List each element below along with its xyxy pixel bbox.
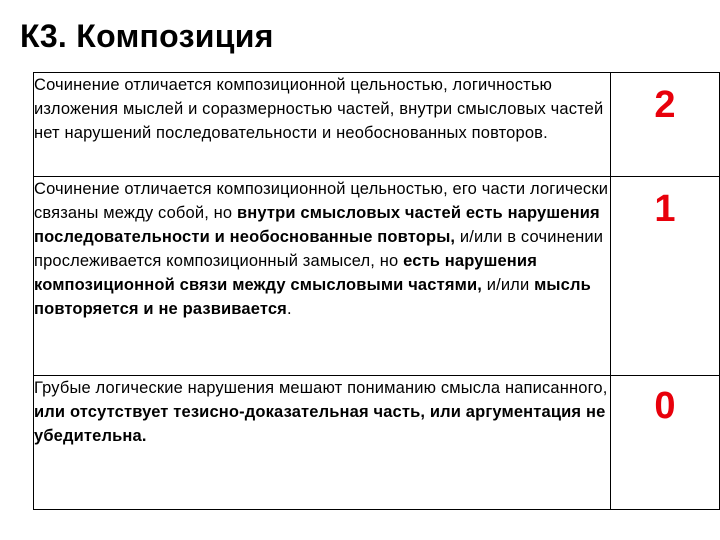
criterion-text: . <box>286 300 292 318</box>
emphasized-text: есть нарушения композиционной связи между смысловыми частями, <box>34 252 537 294</box>
table-row <box>34 177 720 376</box>
criterion-description <box>34 73 611 177</box>
criterion-text: Грубые логические нарушения мешают пониманию смысла написанного, <box>34 379 608 397</box>
page-title: К3. Композиция <box>20 18 274 54</box>
criterion-text: Сочинение отличается композиционной цельностью, логичностью изложения мыслей и соразмерностью частей, внутри смысловых частей нет нарушений последовательности и необоснованных повторов. <box>34 76 604 142</box>
emphasized-text: мысль повторяется и не развивается <box>34 276 591 318</box>
criterion-description <box>34 177 611 376</box>
score-value: 2 <box>611 73 720 177</box>
emphasized-text: или отсутствует тезисно-доказательная часть, или аргументация не убедительна. <box>34 403 606 445</box>
table-row <box>34 376 720 510</box>
criteria-table <box>33 72 720 510</box>
table-row <box>34 73 720 177</box>
score-value: 0 <box>611 376 720 510</box>
criterion-text: и/или <box>481 276 535 294</box>
criterion-text: Сочинение отличается композиционной цельностью, его части логически связаны между собой, но <box>34 180 609 222</box>
criterion-text: и/или в сочинении прослеживается композиционный замысел, но <box>34 228 604 270</box>
criterion-description <box>34 376 611 510</box>
score-value: 1 <box>611 177 720 376</box>
emphasized-text: внутри смысловых частей есть нарушения последовательности и необоснованные повторы, <box>34 204 600 246</box>
